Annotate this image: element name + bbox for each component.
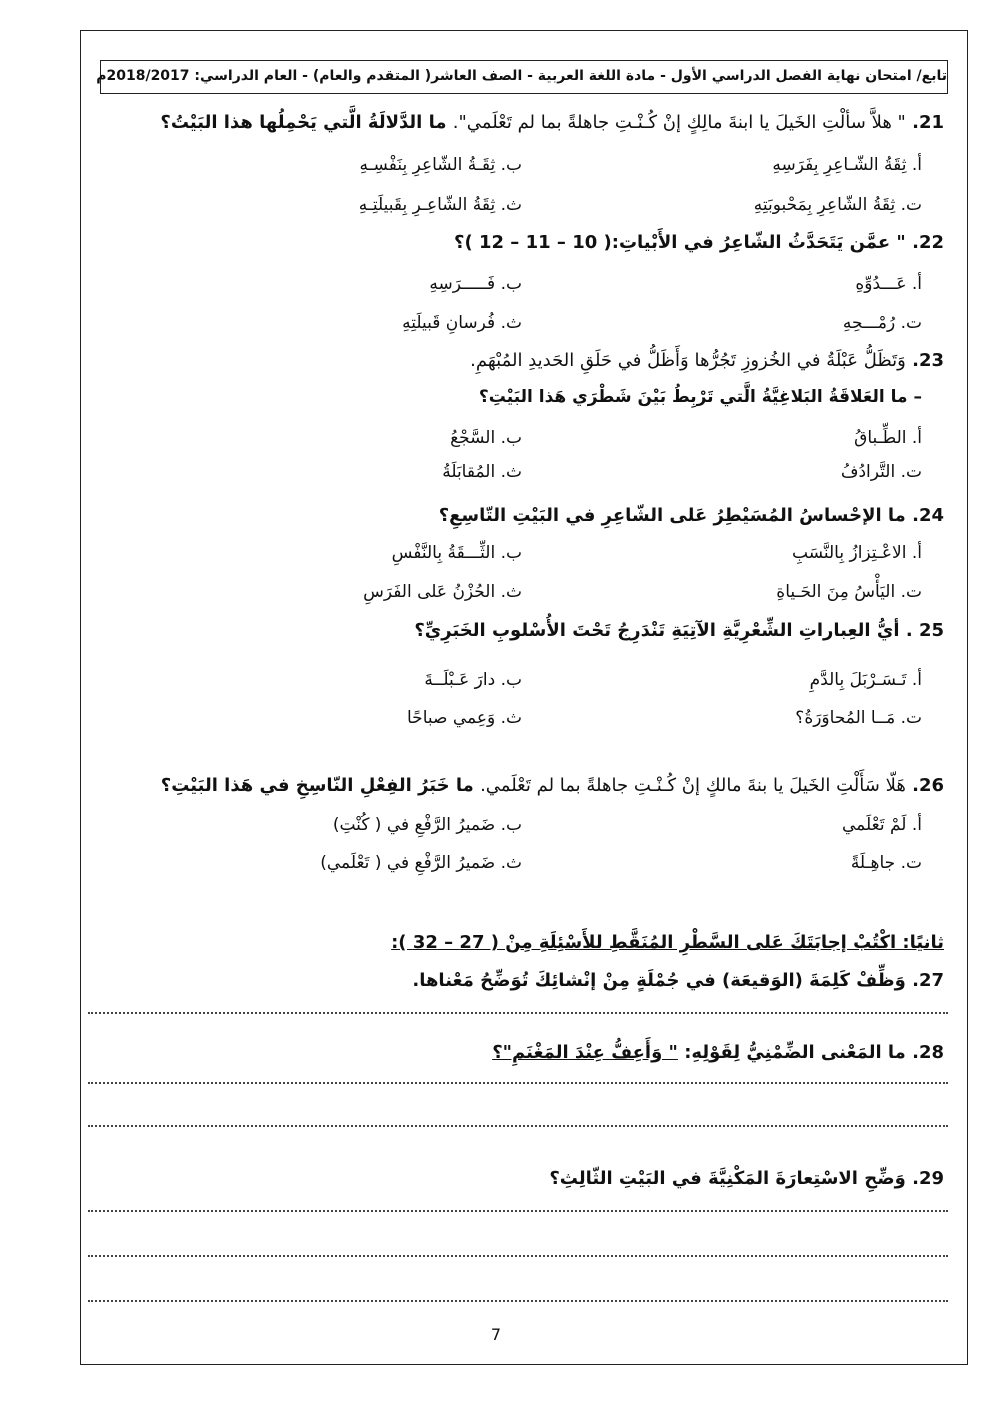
question-prompt: ما خَبَرُ الفِعْلِ النّاسِخِ في هَذا البَيْتِ؟ <box>160 775 474 796</box>
option-b: ب. السَّجْعُ <box>450 428 522 448</box>
option-th: ث. فُرسانِ قَبيلَتِهِ <box>402 313 522 333</box>
question-number: 22. <box>912 232 944 253</box>
question-number: 27. <box>912 970 944 991</box>
question-number: 28. <box>912 1042 944 1063</box>
question-26 <box>161 775 944 796</box>
answer-line[interactable] <box>88 1012 948 1014</box>
question-prompt: أيُّ العِباراتِ الشِّعْرِيَّةِ الآتِيَةِ تَنْدَرِجُ تَحْتَ الأُسْلوبِ الخَبَرِيِّ؟ <box>414 620 900 641</box>
option-b: ب. فَـــــرَسِهِ <box>429 274 522 294</box>
option-t: ت. مَــا المُحاوَرَةُ؟ <box>795 708 922 728</box>
option-th: ث. المُقابَلَةُ <box>442 462 522 482</box>
question-number: 25 . <box>905 620 944 641</box>
question-prompt: ما الإحْساسُ المُسَيْطِرُ عَلى الشّاعِرِ في البَيْتِ التّاسِعِ؟ <box>438 505 906 526</box>
question-number: 29. <box>912 1168 944 1189</box>
option-t: ت. جاهِـلَةً <box>850 853 922 873</box>
option-a: أ. الطِّـباقُ <box>854 428 922 448</box>
page-border <box>80 30 968 1365</box>
option-a: أ. تَـسَـرْبَلَ بِالدَّمِ <box>809 670 922 690</box>
exam-header: تابع/ امتحان نهاية الفصل الدراسي الأول - مادة اللغة العربية - الصف العاشر( المتقدم والعام) - العام الدراسي: 2018/2017م <box>100 60 948 94</box>
question-prompt: وَضِّحِ الاسْتِعارَةَ المَكْنِيَّةَ في البَيْتِ الثّالِثِ؟ <box>549 1168 906 1189</box>
question-number: 23. <box>912 350 944 371</box>
option-th: ث. ثِقَةُ الشّاعِـرِ بِقَبيلَتِـهِ <box>358 195 522 215</box>
section-heading: ثانيًا: اكْتُبْ إجابَتَكَ عَلى السَّطْرِ المُنَقَّطِ للأَسْئِلَةِ مِنْ ( 27 – 32 ): <box>391 932 944 953</box>
question-prompt: ما المَعْنى الضِّمْنِيُّ لِقَوْلِهِ: <box>684 1042 906 1063</box>
question-29 <box>549 1168 944 1189</box>
question-21 <box>160 112 944 133</box>
question-23 <box>470 350 944 371</box>
question-prompt: ما الدَّلالَةُ الَّتي يَحْمِلُها هذا البَيْتُ؟ <box>160 112 447 133</box>
option-b: ب. ضَميرُ الرَّفْعِ في ( كُنْتِ) <box>332 815 522 835</box>
question-number: 26. <box>912 775 944 796</box>
option-a: أ. عَـــدُوِّهِ <box>855 274 922 294</box>
option-b: ب. دارَ عَـبْلَــةَ <box>424 670 522 690</box>
option-b: ب. الثِّـــقَةُ بِالنَّفْسِ <box>391 543 522 563</box>
option-th: ث. الحُزْنُ عَلى الفَرَسِ <box>363 582 522 602</box>
option-a: أ. لَمْ تَعْلَمي <box>842 815 922 835</box>
answer-line[interactable] <box>88 1255 948 1257</box>
question-27 <box>412 970 944 991</box>
question-number: 21. <box>912 112 944 133</box>
question-number: 24. <box>912 505 944 526</box>
answer-line[interactable] <box>88 1125 948 1127</box>
question-25 <box>414 620 944 641</box>
page-number: 7 <box>490 1325 502 1344</box>
option-t: ت. التَّرادُفُ <box>840 462 922 482</box>
answer-line[interactable] <box>88 1210 948 1212</box>
question-prompt: " عمَّن يَتَحَدَّثُ الشّاعِرُ في الأَبْياتِ:( 10 – 11 – 12 )؟ <box>454 232 906 253</box>
answer-line[interactable] <box>88 1300 948 1302</box>
question-23-sub: – ما العَلاقَةُ البَلاغِيَّةُ الَّتي تَرْبِطُ بَيْنَ شَطْرَي هَذا البَيْتِ؟ <box>478 387 922 407</box>
answer-line[interactable] <box>88 1082 948 1084</box>
question-24 <box>439 505 944 526</box>
question-verse: هَلّا سَأَلْتِ الخَيلَ يا بنةَ مالكٍ إنْ كُـنْـتِ جاهلةً بما لم تَعْلَمي. <box>480 775 906 796</box>
option-b: ب. ثِقَـةُ الشّاعِرِ بِنَفْسِـهِ <box>359 155 522 175</box>
option-a: أ. الاعْـتِزازُ بِالنَّسَبِ <box>792 543 922 563</box>
question-prompt: وَظِّفْ كَلِمَةَ (الوَقيعَة) في جُمْلَةٍ مِنْ إنْشائِكَ تُوَضِّحُ مَعْناها. <box>412 970 906 991</box>
question-quote: " وَأَعِفُّ عِنْدَ المَغْنَمِ"؟ <box>492 1042 678 1063</box>
question-verse: " هلاَّ سألْتِ الخَيلَ يا ابنةَ مالِكٍ إنْ كُـنْـتِ جاهلةً بما لم تَعْلَمي". <box>452 112 906 133</box>
option-t: ت. رُمْـــحِهِ <box>842 313 922 333</box>
option-th: ث. ضَميرُ الرَّفْعِ في ( تَعْلَمي) <box>320 853 522 873</box>
option-th: ث. وَعِمي صباحًا <box>407 708 522 728</box>
question-22 <box>454 232 944 253</box>
option-a: أ. ثِقَةُ الشّـاعِرِ بِفَرَسِهِ <box>772 155 922 175</box>
option-t: ت. ثِقَةُ الشّاعِرِ بِمَحْبوبَتِهِ <box>753 195 922 215</box>
question-28 <box>492 1042 944 1063</box>
option-t: ت. اليَأْسُ مِنَ الحَـياةِ <box>776 582 922 602</box>
question-verse: وَتَظَلُّ عَبْلَةُ في الخُزوزِ تَجُرُّها وَأَظَلُّ في حَلَقِ الحَديدِ المُبْهَمِ. <box>470 350 906 371</box>
